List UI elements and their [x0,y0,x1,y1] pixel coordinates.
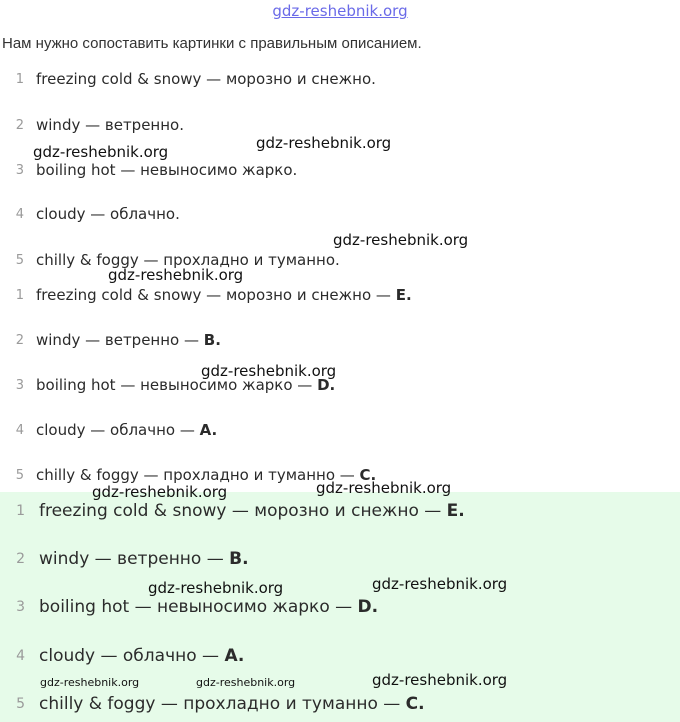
watermark: gdz-reshebnik.org [92,483,228,501]
intro-text: Нам нужно сопоставить картинки с правильным описанием. [2,35,422,52]
item-text: freezing cold & snowy — морозно и снежно — E. [36,286,412,304]
watermark: gdz-reshebnik.org [372,671,508,689]
item-text: chilly & foggy — прохладно и туманно. [36,251,340,269]
item-text: cloudy — облачно — A. [39,646,245,666]
item-text: boiling hot — невыносимо жарко — D. [36,376,336,394]
answer-item [0,283,412,307]
list-item [0,113,184,137]
item-number: 3 [16,599,25,615]
answer-letter: D. [357,597,379,617]
answer-item [0,595,378,619]
item-number: 3 [15,162,24,178]
item-text: freezing cold & snowy — морозно и снежно — E. [39,501,465,521]
watermark: gdz-reshebnik.org [372,575,508,593]
item-text: chilly & foggy — прохладно и туманно — C. [36,466,377,484]
item-text: chilly & foggy — прохладно и туманно — C. [39,694,425,714]
list-item [0,202,180,226]
item-number: 5 [16,696,25,712]
item-number: 4 [16,648,25,664]
item-number: 2 [15,117,24,133]
item-text: boiling hot — невыносимо жарко. [36,161,298,179]
answer-letter: C. [359,466,377,484]
watermark: gdz-reshebnik.org [201,362,337,380]
item-number: 5 [15,252,24,268]
watermark: gdz-reshebnik.org [33,143,169,161]
item-text: freezing cold & snowy — морозно и снежно. [36,70,376,88]
item-number: 1 [15,71,24,87]
item-number: 2 [16,551,25,567]
answer-item [0,499,465,523]
watermark: gdz-reshebnik.org [316,479,452,497]
answer-item [0,692,425,716]
watermark: gdz-reshebnik.org [148,579,284,597]
answer-item [0,328,221,352]
watermark: gdz-reshebnik.org [108,266,244,284]
item-number: 2 [15,332,24,348]
answer-item [0,418,217,442]
answer-letter: C. [405,694,425,714]
item-number: 1 [16,503,25,519]
header-watermark-link[interactable]: gdz-reshebnik.org [272,2,408,20]
list-item [0,158,297,182]
watermark: gdz-reshebnik.org [333,231,469,249]
item-text: cloudy — облачно. [36,205,180,223]
watermark: gdz-reshebnik.org [196,676,296,689]
item-text: boiling hot — невыносимо жарко — D. [39,597,379,617]
item-number: 4 [15,422,24,438]
item-number: 1 [15,287,24,303]
answer-letter: B. [203,331,221,349]
answer-item [0,644,244,668]
item-number: 4 [15,206,24,222]
answer-letter: D. [317,376,336,394]
item-text: windy — ветренно — B. [39,549,249,569]
answer-letter: B. [229,549,249,569]
item-text: windy — ветренно. [36,116,184,134]
item-text: windy — ветренно — B. [36,331,221,349]
item-text: cloudy — облачно — A. [36,421,218,439]
watermark: gdz-reshebnik.org [40,676,140,689]
answer-item [0,547,249,571]
watermark: gdz-reshebnik.org [256,134,392,152]
answer-letter: E. [446,501,465,521]
answer-letter: E. [395,286,412,304]
item-number: 5 [15,467,24,483]
answer-letter: A. [224,646,245,666]
item-number: 3 [15,377,24,393]
answer-letter: A. [199,421,218,439]
list-item [0,67,376,91]
